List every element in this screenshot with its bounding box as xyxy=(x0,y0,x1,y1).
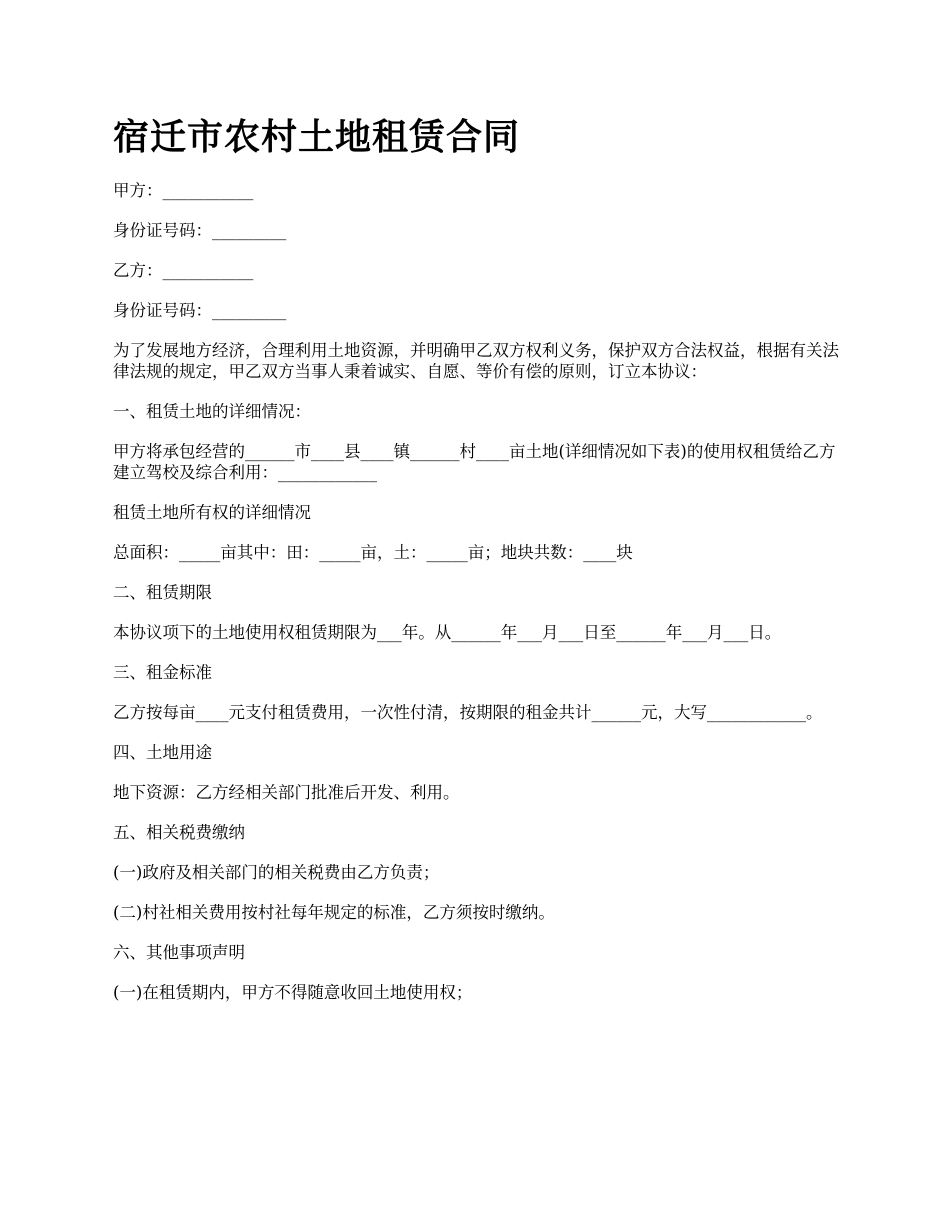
section-heading-4: 四、土地用途 xyxy=(113,743,212,762)
party-b-id-line: 身份证号码：_________ xyxy=(113,301,287,320)
section-heading-3: 三、租金标准 xyxy=(113,663,212,682)
party-b-line: 乙方：___________ xyxy=(113,261,254,280)
section-heading-1: 一、租赁土地的详细情况： xyxy=(113,402,311,421)
preamble-paragraph: 为了发展地方经济，合理利用土地资源，并明确甲乙双方权利义务，保护双方合法权益，根据有关法律法规的规定，甲乙双方当事人秉着诚实、自愿、等价有偿的原则，订立本协议： xyxy=(113,341,839,381)
section-heading-5: 五、相关税费缴纳 xyxy=(113,823,245,842)
party-a-id-line: 身份证号码：_________ xyxy=(113,221,287,240)
tax-item-2: (二)村社相关费用按村社每年规定的标准，乙方须按时缴纳。 xyxy=(113,903,555,922)
lease-term-paragraph: 本协议项下的土地使用权租赁期限为___年。从______年___月___日至______年___月___日。 xyxy=(113,623,782,642)
total-area-line: 总面积：_____亩其中：田：_____亩，土：_____亩；地块共数：____块 xyxy=(113,543,633,562)
ownership-details-label: 租赁土地所有权的详细情况 xyxy=(113,503,311,522)
land-use-paragraph: 地下资源：乙方经相关部门批准后开发、利用。 xyxy=(113,783,460,802)
other-item-1: (一)在租赁期内，甲方不得随意收回土地使用权； xyxy=(113,983,473,1002)
section-heading-2: 二、租赁期限 xyxy=(113,583,212,602)
tax-item-1: (一)政府及相关部门的相关税费由乙方负责； xyxy=(113,863,440,882)
rent-paragraph: 乙方按每亩____元支付租赁费用，一次性付清，按期限的租金共计______元，大写____________。 xyxy=(113,703,823,722)
land-details-paragraph: 甲方将承包经营的______市____县____镇______村____亩土地(详细情况如下表)的使用权租赁给乙方建立驾校及综合利用：____________ xyxy=(113,442,836,482)
section-heading-6: 六、其他事项声明 xyxy=(113,943,245,962)
document-page xyxy=(113,112,843,1022)
document-title: 宿迁市农村土地租赁合同 xyxy=(113,116,521,158)
party-a-line: 甲方：___________ xyxy=(113,181,254,200)
